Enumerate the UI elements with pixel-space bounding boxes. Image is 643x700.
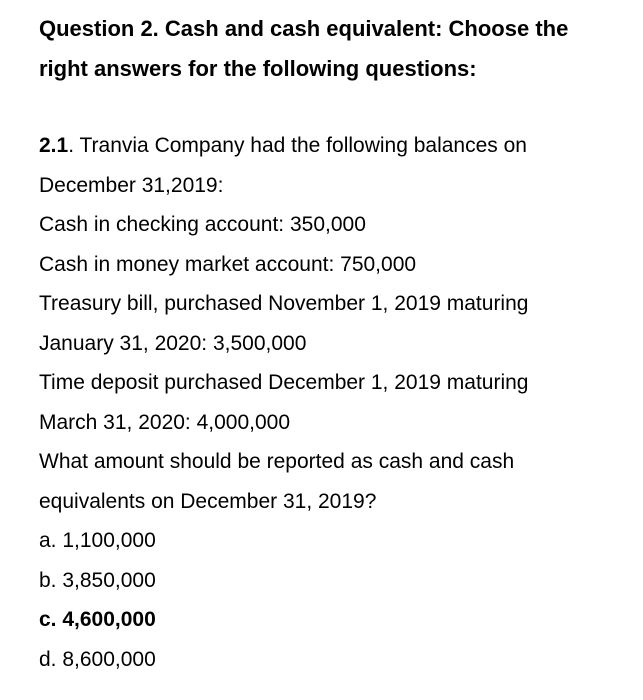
question-prompt-line-1: What amount should be reported as cash and cash <box>39 450 515 473</box>
balance-line: Cash in money market account: 750,000 <box>39 252 417 276</box>
balance-line: Time deposit purchased December 1, 2019 maturing <box>39 371 529 394</box>
answer-choice-c: c. 4,600,000 <box>39 608 156 631</box>
problem-number: 2.1 <box>39 134 69 157</box>
answer-choice-a: a. 1,100,000 <box>39 529 156 552</box>
balance-line: Treasury bill, purchased November 1, 2019 maturing <box>39 292 529 315</box>
problem-intro-text: . Tranvia Company had the following balances on <box>68 134 527 157</box>
balance-line: January 31, 2020: 3,500,000 <box>39 331 307 355</box>
question-title-line-1: Question 2. Cash and cash equivalent: Choose the <box>39 16 569 41</box>
question-title-line-2: right answers for the following questions: <box>39 56 477 81</box>
problem-block <box>39 126 623 679</box>
problem-intro-line-1 <box>39 126 623 166</box>
question-prompt-line-2: equivalents on December 31, 2019? <box>39 489 377 513</box>
question-title <box>39 0 623 89</box>
balance-line: Cash in checking account: 350,000 <box>39 213 366 236</box>
balance-line: March 31, 2020: 4,000,000 <box>39 410 291 434</box>
answer-choice-b: b. 3,850,000 <box>39 568 156 592</box>
answer-choice-d: d. 8,600,000 <box>39 647 156 671</box>
problem-intro-line-2: December 31,2019: <box>39 173 224 197</box>
